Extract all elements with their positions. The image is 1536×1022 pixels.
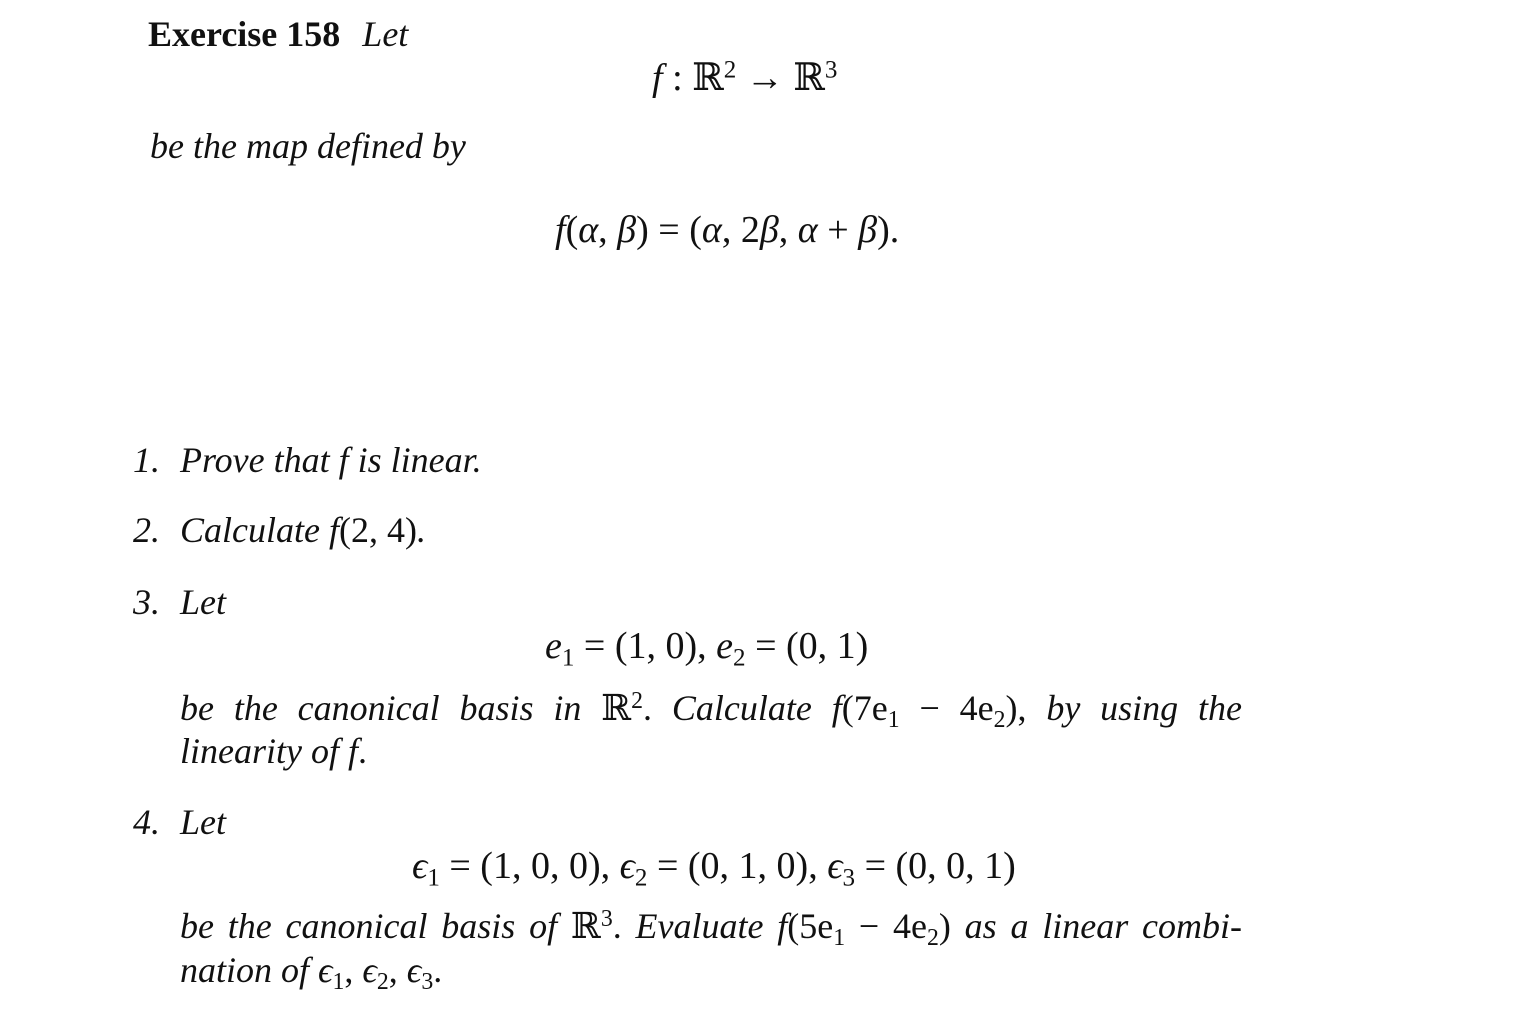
map-colon: : xyxy=(672,57,683,99)
map-f: f xyxy=(652,57,663,99)
basis-display-r3: $\epsilon_1 = (1$, 0, 0), $\epsilon_2 = (0$, 1, 0), $\epsilon_3 = (0$, 0, 1) xyxy=(412,845,1016,892)
map-codomain: ℝ$^3$ xyxy=(793,56,838,99)
item4-line2: nation of $\epsilon_1$, $\epsilon_2$, $\epsilon_3$. xyxy=(180,950,443,996)
item-number: 1. xyxy=(133,440,160,480)
definition-formula: f(α, β) = (α, 2β, α + β). xyxy=(555,209,900,251)
map-declaration xyxy=(652,56,837,100)
map-arrow: → xyxy=(745,57,784,99)
item-number: 2. xyxy=(133,510,160,550)
defined-by-text: be the map defined by xyxy=(150,126,466,166)
exercise-intro: Let xyxy=(362,14,409,54)
item3-line1: be the canonical basis in ℝ$^2$. Calculate $f(7e_1 - 4e_2)$, by using the xyxy=(180,688,1243,734)
exercise-title: Exercise 158 xyxy=(148,14,341,54)
list-item: 4. Let xyxy=(133,802,227,842)
list-item: 3. Let xyxy=(133,582,227,622)
item4-line1: be the canonical basis of ℝ$^3$. Evaluate $f(5e_1 - 4e_2)$ as a linear combi- xyxy=(180,906,1243,952)
basis-display-r2: $e_1 = (1$, 0), $e_2 = (0$, 1) xyxy=(545,625,869,672)
list-item: 2. Calculate f(2, 4). xyxy=(133,510,426,550)
item-number: 3. xyxy=(133,582,160,622)
exercise-heading-line xyxy=(148,14,408,54)
map-domain: ℝ$^2$ xyxy=(692,56,737,99)
item-number: 4. xyxy=(133,802,160,842)
list-item: 1. Prove that f is linear. xyxy=(133,440,482,480)
item3-line2: linearity of f. xyxy=(180,731,367,771)
